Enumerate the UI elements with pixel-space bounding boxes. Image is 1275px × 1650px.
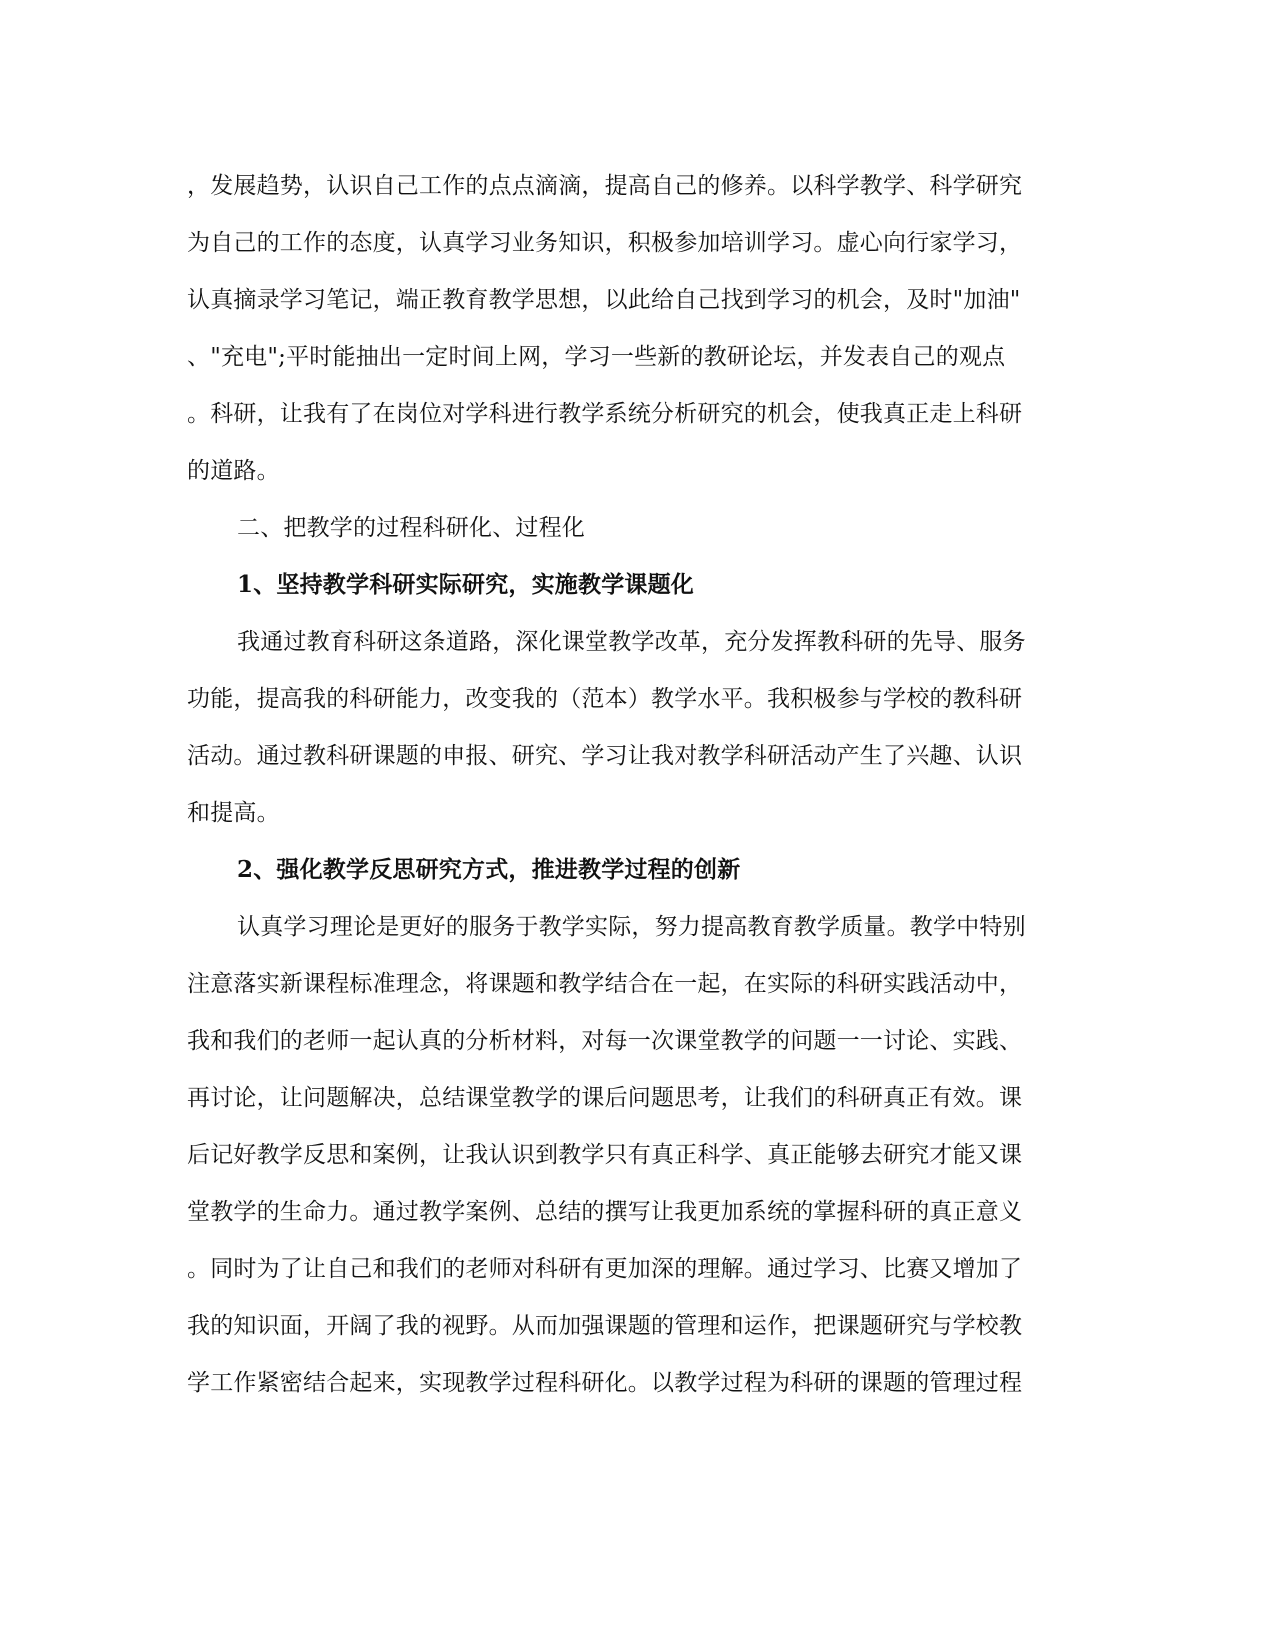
paragraph-line: 。同时为了让自己和我们的老师对科研有更加深的理解。通过学习、比赛又增加了 [187, 1256, 1023, 1282]
paragraph-line: 我和我们的老师一起认真的分析材料，对每一次课堂教学的问题一一讨论、实践、 [187, 1028, 1023, 1054]
paragraph-line: ，发展趋势，认识自己工作的点点滴滴，提高自己的修养。以科学教学、科学研究 [187, 173, 1023, 199]
paragraph-line: 注意落实新课程标准理念，将课题和教学结合在一起，在实际的科研实践活动中， [187, 971, 1023, 997]
paragraph-line: 活动。通过教科研课题的申报、研究、学习让我对教学科研活动产生了兴趣、认识 [187, 743, 1023, 769]
paragraph-line: 的道路。 [187, 458, 280, 484]
paragraph-line: 认真学习理论是更好的服务于教学实际，努力提高教育教学质量。教学中特别 [237, 914, 1026, 940]
section-heading: 二、把教学的过程科研化、过程化 [237, 515, 585, 541]
paragraph-line: 再讨论，让问题解决，总结课堂教学的课后问题思考，让我们的科研真正有效。课 [187, 1085, 1023, 1111]
paragraph-line: 认真摘录学习笔记，端正教育教学思想，以此给自己找到学习的机会，及时"加油" [187, 287, 1021, 313]
paragraph-line: 功能，提高我的科研能力，改变我的（范本）教学水平。我积极参与学校的教科研 [187, 686, 1023, 712]
subsection-heading-1: 1、坚持教学科研实际研究，实施教学课题化 [237, 571, 695, 598]
paragraph-line: 我通过教育科研这条道路，深化课堂教学改革，充分发挥教科研的先导、服务 [237, 629, 1026, 655]
paragraph-line: 为自己的工作的态度，认真学习业务知识，积极参加培训学习。虚心向行家学习， [187, 230, 1023, 256]
paragraph-line: 学工作紧密结合起来，实现教学过程科研化。以教学过程为科研的课题的管理过程 [187, 1370, 1023, 1396]
paragraph-line: 、"充电";平时能抽出一定时间上网，学习一些新的教研论坛，并发表自己的观点 [187, 344, 1006, 370]
paragraph-line: 。科研，让我有了在岗位对学科进行教学系统分析研究的机会，使我真正走上科研 [187, 401, 1023, 427]
paragraph-line: 我的知识面，开阔了我的视野。从而加强课题的管理和运作，把课题研究与学校教 [187, 1313, 1023, 1339]
paragraph-line: 后记好教学反思和案例，让我认识到教学只有真正科学、真正能够去研究才能又课 [187, 1142, 1023, 1168]
subsection-heading-2: 2、强化教学反思研究方式，推进教学过程的创新 [237, 856, 741, 883]
paragraph-line: 堂教学的生命力。通过教学案例、总结的撰写让我更加系统的掌握科研的真正意义 [187, 1199, 1023, 1225]
paragraph-line: 和提高。 [187, 800, 280, 826]
